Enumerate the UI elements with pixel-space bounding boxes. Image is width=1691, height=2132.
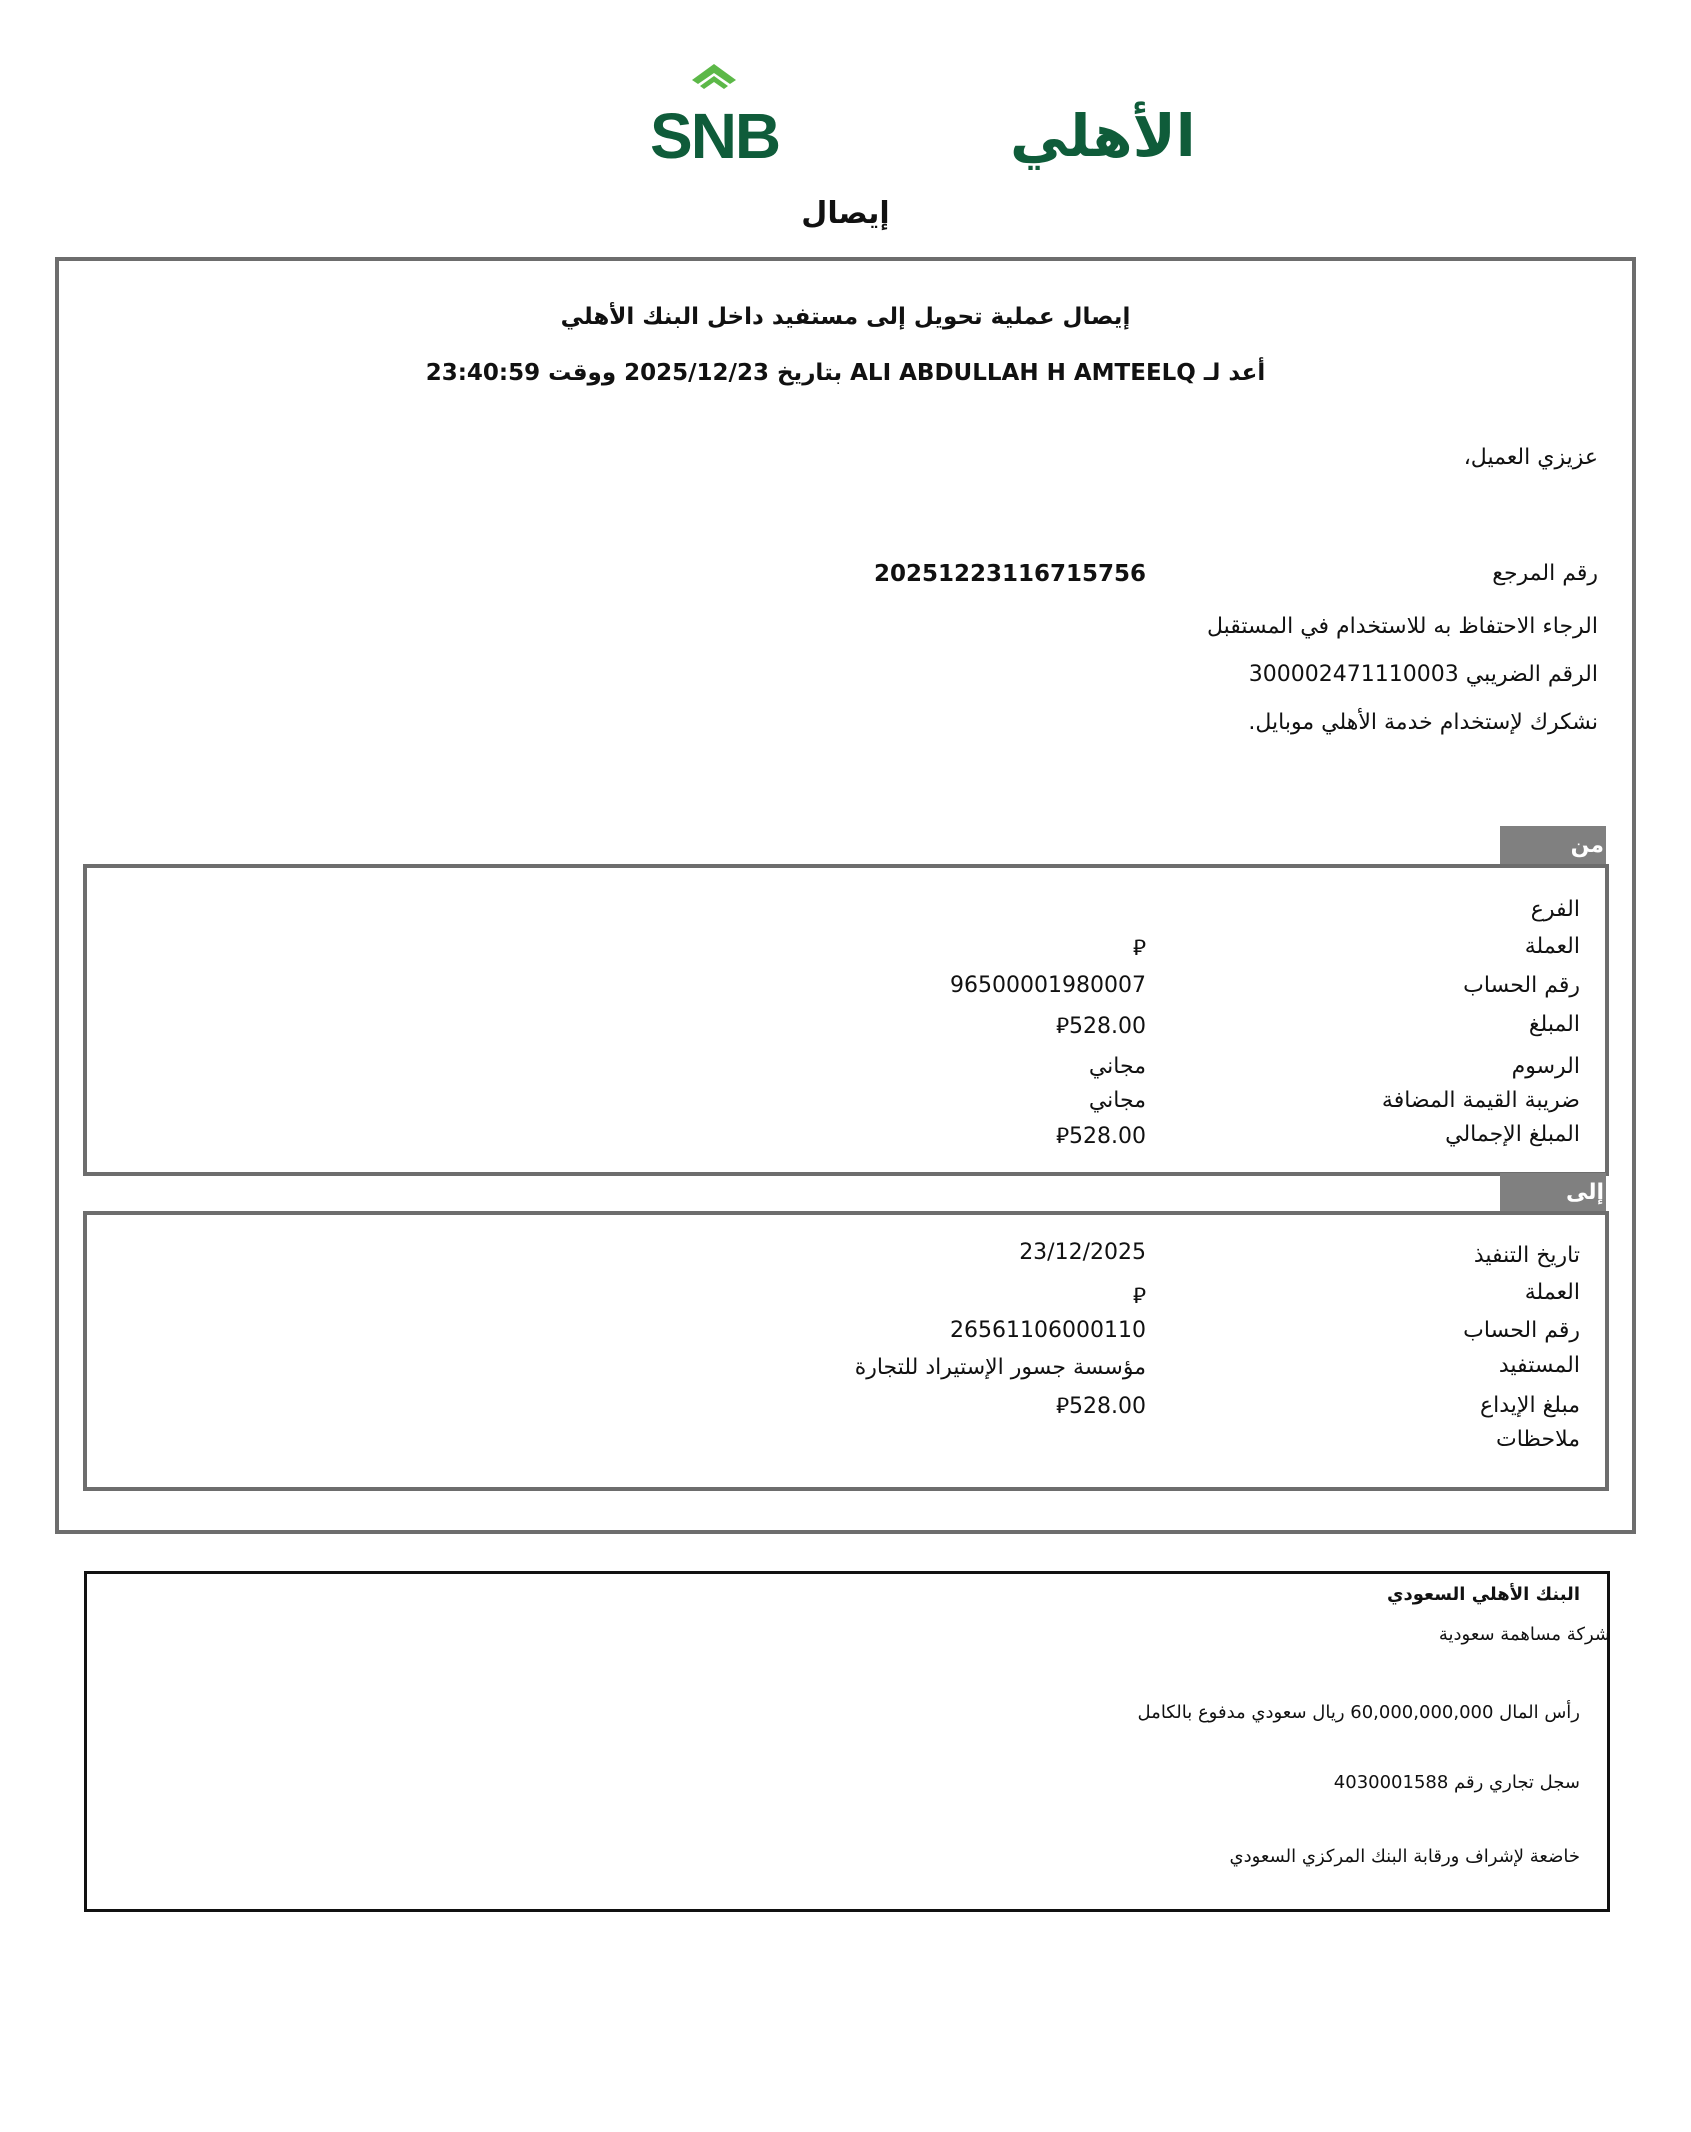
to-beneficiary-value: مؤسسة جسور الإستيراد للتجارة	[854, 1355, 1146, 1380]
commercial-register: سجل تجاري رقم 4030001588	[1333, 1772, 1580, 1793]
tax-number: الرقم الضريبي 300002471110003	[1248, 662, 1598, 687]
to-exec-date-value: 23/12/2025	[1019, 1240, 1146, 1265]
to-notes-label: ملاحظات	[1496, 1427, 1580, 1452]
prepared-for-line: أعد لـ ALI ABDULLAH H AMTEELQ بتاريخ 2025/12/23 ووقت 23:40:59	[425, 360, 1266, 386]
svg-text:الأهلي: الأهلي	[1010, 102, 1196, 170]
from-currency-label: العملة	[1524, 934, 1580, 959]
to-section-box	[83, 1211, 1609, 1491]
receipt-title: إيصال	[801, 196, 890, 231]
company-type: شركة مساهمة سعودية	[1438, 1624, 1610, 1645]
riyal-symbol-icon: ⃁	[1132, 1284, 1146, 1309]
from-vat-value: مجاني	[1088, 1088, 1146, 1113]
thanks-message: نشكرك لإستخدام خدمة الأهلي موبايل.	[1248, 710, 1598, 735]
section-tab-to: إلى	[1500, 1173, 1606, 1213]
from-section-box	[83, 864, 1609, 1176]
from-account-value: 96500001980007	[950, 973, 1146, 998]
from-amount-label: المبلغ	[1528, 1012, 1580, 1037]
section-tab-from: من	[1500, 826, 1606, 866]
bank-name: البنك الأهلي السعودي	[1387, 1584, 1580, 1605]
keep-note: الرجاء الاحتفاظ به للاستخدام في المستقبل	[1206, 614, 1598, 639]
snb-logo	[620, 62, 1196, 182]
from-account-label: رقم الحساب	[1463, 973, 1580, 998]
from-total-label: المبلغ الإجمالي	[1445, 1122, 1580, 1147]
to-account-value: 26561106000110	[950, 1318, 1146, 1343]
supervision-line: خاضعة لإشراف ورقابة البنك المركزي السعودي	[1229, 1846, 1580, 1867]
to-deposit-value: ⃁528.00	[1055, 1394, 1146, 1419]
to-beneficiary-label: المستفيد	[1498, 1353, 1580, 1378]
to-currency-label: العملة	[1524, 1280, 1580, 1305]
from-fees-label: الرسوم	[1511, 1054, 1580, 1079]
from-vat-label: ضريبة القيمة المضافة	[1381, 1088, 1580, 1113]
capital-line: رأس المال 60,000,000,000 ريال سعودي مدفوع بالكامل	[1137, 1702, 1580, 1723]
to-exec-date-label: تاريخ التنفيذ	[1473, 1243, 1580, 1268]
from-amount-value: ⃁528.00	[1055, 1014, 1146, 1039]
to-deposit-label: مبلغ الإيداع	[1480, 1393, 1580, 1418]
to-account-label: رقم الحساب	[1463, 1318, 1580, 1343]
from-branch-label: الفرع	[1530, 897, 1580, 922]
greeting: عزيزي العميل،	[1463, 445, 1598, 470]
from-total-value: ⃁528.00	[1055, 1124, 1146, 1149]
riyal-symbol-icon: ⃁	[1132, 936, 1146, 961]
reference-value: 20251223116715756	[873, 561, 1146, 587]
from-fees-value: مجاني	[1088, 1054, 1146, 1079]
reference-label: رقم المرجع	[1492, 561, 1598, 586]
operation-title: إيصال عملية تحويل إلى مستفيد داخل البنك الأهلي	[560, 304, 1131, 330]
svg-text:SNB: SNB	[650, 100, 780, 172]
